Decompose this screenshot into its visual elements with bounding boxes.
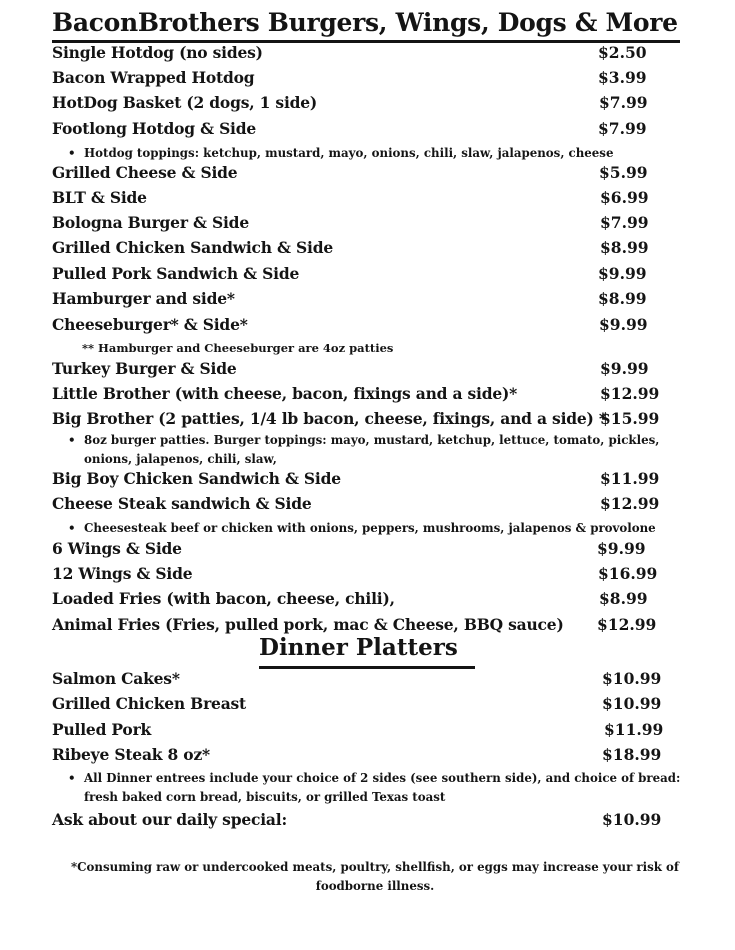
menu-item xyxy=(52,469,662,493)
menu-item xyxy=(52,188,662,212)
item-name: 12 Wings & Side xyxy=(52,564,193,583)
daily-special xyxy=(52,810,662,834)
item-name: Grilled Cheese & Side xyxy=(52,163,238,182)
item-name: Ribeye Steak 8 oz* xyxy=(52,745,210,764)
burger-toppings-note: • 8oz burger patties. Burger toppings: mayo, mustard, ketchup, lettuce, tomato, pickles, onions, jalapenos, chili, slaw, xyxy=(68,433,660,466)
item-name: Animal Fries (Fries, pulled pork, mac & Cheese, BBQ sauce) xyxy=(52,615,564,634)
item-price: $9.99 xyxy=(599,315,648,334)
item-price: $8.99 xyxy=(598,289,647,308)
menu-item xyxy=(52,589,662,613)
menu-item xyxy=(52,163,662,187)
item-name: HotDog Basket (2 dogs, 1 side) xyxy=(52,93,318,112)
item-price: $7.99 xyxy=(600,213,649,232)
cheesesteak-note: • Cheesesteak beef or chicken with onions, peppers, mushrooms, jalapenos & provolone xyxy=(68,519,698,538)
menu-item xyxy=(52,213,662,237)
menu-item xyxy=(52,238,662,262)
dinner-item xyxy=(52,694,662,718)
bullet: • xyxy=(68,521,76,535)
dinner-platters-title: Dinner Platters xyxy=(259,634,458,661)
menu-item xyxy=(52,564,662,588)
dinner-item xyxy=(52,720,662,744)
item-price: $10.99 xyxy=(602,694,662,713)
item-price: $12.99 xyxy=(600,384,660,403)
menu-item xyxy=(52,264,662,288)
food-safety-disclaimer: *Consuming raw or undercooked meats, poultry, shellfish, or eggs may increase your risk of foodborne illness. xyxy=(71,860,679,893)
hotdog-toppings-note: • Hotdog toppings: ketchup, mustard, mayo, onions, chili, slaw, jalapenos, cheese xyxy=(68,144,698,163)
item-price: $8.99 xyxy=(600,238,649,257)
menu-item xyxy=(52,119,662,143)
item-name: BLT & Side xyxy=(52,188,147,207)
item-price: $5.99 xyxy=(599,163,648,182)
item-price: $10.99 xyxy=(602,669,662,688)
item-name: Salmon Cakes* xyxy=(52,669,180,688)
item-name: Pulled Pork xyxy=(52,720,152,739)
item-name: Cheese Steak sandwich & Side xyxy=(52,494,312,513)
patties-note: ** Hamburger and Cheeseburger are 4oz patties xyxy=(82,341,394,355)
menu-item xyxy=(52,359,662,383)
item-name: Bologna Burger & Side xyxy=(52,213,249,232)
item-price: $7.99 xyxy=(599,93,648,112)
item-name: 6 Wings & Side xyxy=(52,539,182,558)
item-name: Single Hotdog (no sides) xyxy=(52,43,263,62)
menu-item xyxy=(52,494,662,518)
item-name: Little Brother (with cheese, bacon, fixings and a side)* xyxy=(52,384,518,403)
menu-title: BaconBrothers Burgers, Wings, Dogs & More xyxy=(52,8,678,37)
item-price: $11.99 xyxy=(600,469,660,488)
bullet: • xyxy=(68,146,76,160)
item-price: $2.50 xyxy=(598,43,647,62)
menu-item xyxy=(52,43,662,67)
item-price: $18.99 xyxy=(602,745,662,764)
dinner-item xyxy=(52,745,662,769)
item-price: $7.99 xyxy=(598,119,647,138)
item-price: $6.99 xyxy=(600,188,649,207)
item-name: Big Boy Chicken Sandwich & Side xyxy=(52,469,341,488)
menu-item xyxy=(52,384,662,408)
menu-item xyxy=(52,409,662,433)
item-name: Grilled Chicken Sandwich & Side xyxy=(52,238,334,257)
item-name: Hamburger and side* xyxy=(52,289,235,308)
bullet: • xyxy=(68,771,76,785)
item-price: $12.99 xyxy=(600,494,660,513)
menu-item xyxy=(52,315,662,339)
menu-item xyxy=(52,93,662,117)
item-price: $9.99 xyxy=(600,359,649,378)
item-name: Footlong Hotdog & Side xyxy=(52,119,257,138)
item-price: $8.99 xyxy=(599,589,648,608)
special-label: Ask about our daily special: xyxy=(52,810,287,829)
item-price: $12.99 xyxy=(597,615,657,634)
item-name: Loaded Fries (with bacon, cheese, chili), xyxy=(52,589,395,608)
dinner-note: • All Dinner entrees include your choice of 2 sides (see southern side), and choice of bread: fresh baked corn bread, biscuits, or grilled Texas toast xyxy=(68,771,681,804)
item-name: Bacon Wrapped Hotdog xyxy=(52,68,255,87)
item-name: Cheeseburger* & Side* xyxy=(52,315,248,334)
dinner-item xyxy=(52,669,662,693)
menu-item xyxy=(52,68,662,92)
item-name: Pulled Pork Sandwich & Side xyxy=(52,264,300,283)
item-name: Grilled Chicken Breast xyxy=(52,694,247,713)
menu-item xyxy=(52,289,662,313)
menu-item xyxy=(52,539,662,563)
item-name: Big Brother (2 patties, 1/4 lb bacon, cheese, fixings, and a side) * xyxy=(52,409,607,428)
item-name: Turkey Burger & Side xyxy=(52,359,237,378)
item-price: $3.99 xyxy=(598,68,647,87)
item-price: $9.99 xyxy=(598,264,647,283)
item-price: $9.99 xyxy=(597,539,646,558)
special-price: $10.99 xyxy=(602,810,662,829)
item-price: $15.99 xyxy=(600,409,660,428)
bullet: • xyxy=(68,433,76,447)
item-price: $11.99 xyxy=(604,720,664,739)
item-price: $16.99 xyxy=(598,564,658,583)
